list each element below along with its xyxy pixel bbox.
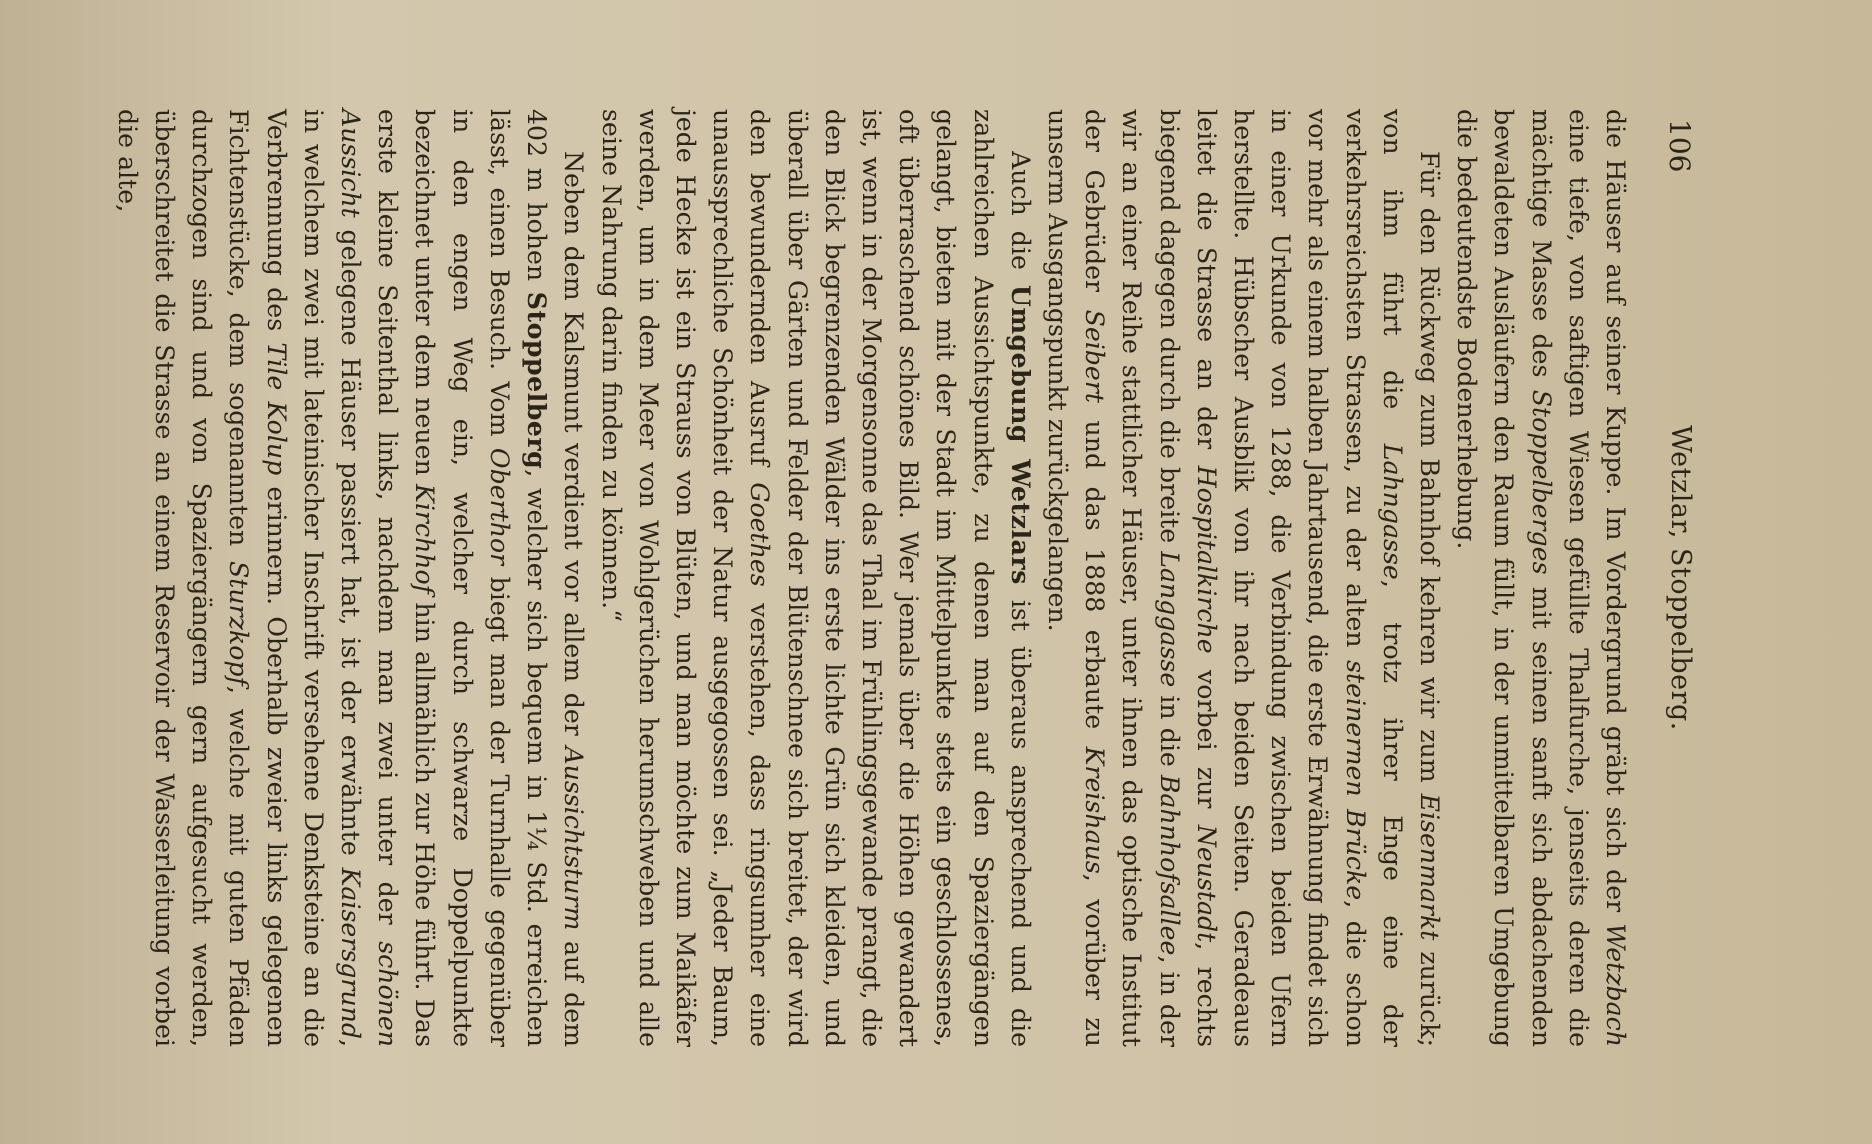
text-run: Für den Rückweg zum Bahnhof kehren wir zum xyxy=(1414,151,1444,794)
text-run: , in welchem zwei mit lateinischer Inschrift versehene Denksteine an die Verbrennung des xyxy=(261,109,366,1047)
italic-term: Seibert xyxy=(1080,309,1110,403)
italic-term: Eisenmarkt xyxy=(1414,793,1444,941)
italic-term: Kaisersgrund xyxy=(336,867,366,1039)
book-page xyxy=(106,57,1766,1087)
text-run: gelegene Häuser passiert hat, ist der erwähnte xyxy=(336,217,366,868)
text-run: vorbei zur xyxy=(1191,653,1221,825)
text-run: Auch die xyxy=(1005,151,1035,285)
text-run: , welcher sich bequem in 1¼ Std. erreichen lässt, einen Besuch. Vom xyxy=(484,109,552,1047)
paragraph xyxy=(592,109,1038,1047)
text-run: Neben dem Kalsmunt verdient vor allem der xyxy=(559,151,589,747)
text-run: biegt man der Turnhalle gegenüber in den engen Weg ein, welcher durch schwarze Doppelpunkte bezeichnet unter dem neuen xyxy=(410,109,514,1047)
italic-term: Stoppelberges xyxy=(1526,389,1556,575)
paragraph xyxy=(1039,109,1448,1047)
text-run: , vorüber zu unserm Ausgangspunkt zurückgelangen. xyxy=(1042,109,1110,1047)
italic-term: Kreishaus xyxy=(1080,746,1110,874)
text-run: zurück; von ihm führt die xyxy=(1377,109,1444,1047)
italic-term: Lahngasse xyxy=(1377,443,1407,580)
text-run: eine tiefe, von saftigen Wiesen gefüllte Thalfurche, jenseits deren die mächtige Masse des xyxy=(1526,109,1593,1047)
body-text xyxy=(109,109,1634,1047)
page-number: 106 xyxy=(1663,119,1696,173)
page-header xyxy=(1644,109,1696,1047)
text-run: hin allmählich zur Höhe führt. Das erste kleine Seitenthal links, nachdem man zwei unter der xyxy=(373,109,440,1047)
italic-term: Bahnhofsallee xyxy=(1154,774,1184,956)
italic-term: Oberthor xyxy=(484,447,514,566)
text-run: und das 1888 erbaute xyxy=(1080,403,1110,747)
text-run: auf dem 402 m hohen xyxy=(522,109,589,1047)
italic-term: Neustadt xyxy=(1191,824,1221,943)
italic-term: Sturzkopf xyxy=(224,561,254,686)
text-run: mit seinen sanft sich abdachenden bewaldeten Ausläufern den Raum füllt, in der unmittelbaren Umgebung die bedeutendste Bodenerhebung. xyxy=(1452,109,1556,1047)
emphasized-term: Stoppelberg xyxy=(522,291,553,470)
running-title: Wetzlar, Stoppelberg. xyxy=(1665,425,1696,731)
italic-term: Aussichtsturm xyxy=(559,746,589,931)
italic-term: schönen Aussicht xyxy=(336,109,403,1047)
text-run: erinnern. Oberhalb zweier links gelegenen Fichtenstücke, dem sogenannten xyxy=(224,109,291,1048)
text-run: , welche mit guten Pfäden durchzogen sind und von Spaziergängern gern aufgesucht werden, überschreitet die Strasse an einem Reservoir der Wasserleitung vorbei die alte, xyxy=(112,109,254,1047)
text-run: , in der wir an einer Reihe stattlicher Häuser, unter ihnen das optische Institut der Gebrüder xyxy=(1080,109,1184,1047)
italic-term: Wetzbach xyxy=(1601,923,1630,1047)
text-run: in die xyxy=(1154,687,1184,775)
italic-term: steinernen Brücke xyxy=(1340,660,1370,901)
italic-term: Kirchhof xyxy=(410,484,440,594)
text-run: , rechts biegend dagegen durch die breite xyxy=(1154,109,1221,1047)
text-run: die Häuser auf seiner Kuppe. Im Vordergrund gräbt sich der xyxy=(1601,109,1630,924)
italic-term: Tile Kolup xyxy=(261,342,291,476)
italic-term: Goethes xyxy=(745,482,775,587)
text-run: , die schon vor mehr als einem halben Jahrtausend, die erste Erwähnung findet sich in einer Urkunde von 1288, die Verbindung zwischen beiden Ufern herstellte. Hübscher Ausblik von ihr nach beiden Seiten. Geradeaus leitet die Strasse an der xyxy=(1191,109,1370,1048)
text-run: ist überaus ansprechend und die zahlreichen Aussichtspunkte, zu denen man auf den Spaziergängen gelangt, bieten mit der Stadt im Mittelpunkte stets ein geschlossenes, oft überraschend schönes Bild. Wer jemals über die Höhen gewandert ist, wenn in der Morgensonne das Thal im Frühlingsgewande prangt, die den Blick begrenzenden Wälder ins erste lichte Grün sich kleiden, und überall über Gärten und Felder der Blütenschnee sich breitet, der wird den bewundernden Ausruf xyxy=(745,109,1035,1048)
italic-term: Langgasse xyxy=(1154,551,1184,688)
italic-term: Hospitalkirche xyxy=(1191,465,1221,654)
paragraph xyxy=(1448,109,1634,1047)
text-run: , trotz ihrer Enge eine der verkehrsreichsten Strassen, zu der alten xyxy=(1340,109,1407,1047)
emphasized-term: Umgebung Wetzlars xyxy=(1005,284,1036,585)
text-run: verstehen, dass ringsumher eine unaussprechliche Schönheit der Natur ausgegossen sei. „Jeder Baum, jede Hecke ist ein Strauss von Blüten, und man möchte zum Maikäfer werden, um in dem Meer von Wohlgerüchen herumschweben und alle seine Nahrung darin finden zu können.“ xyxy=(596,109,775,1047)
paragraph xyxy=(109,109,593,1047)
